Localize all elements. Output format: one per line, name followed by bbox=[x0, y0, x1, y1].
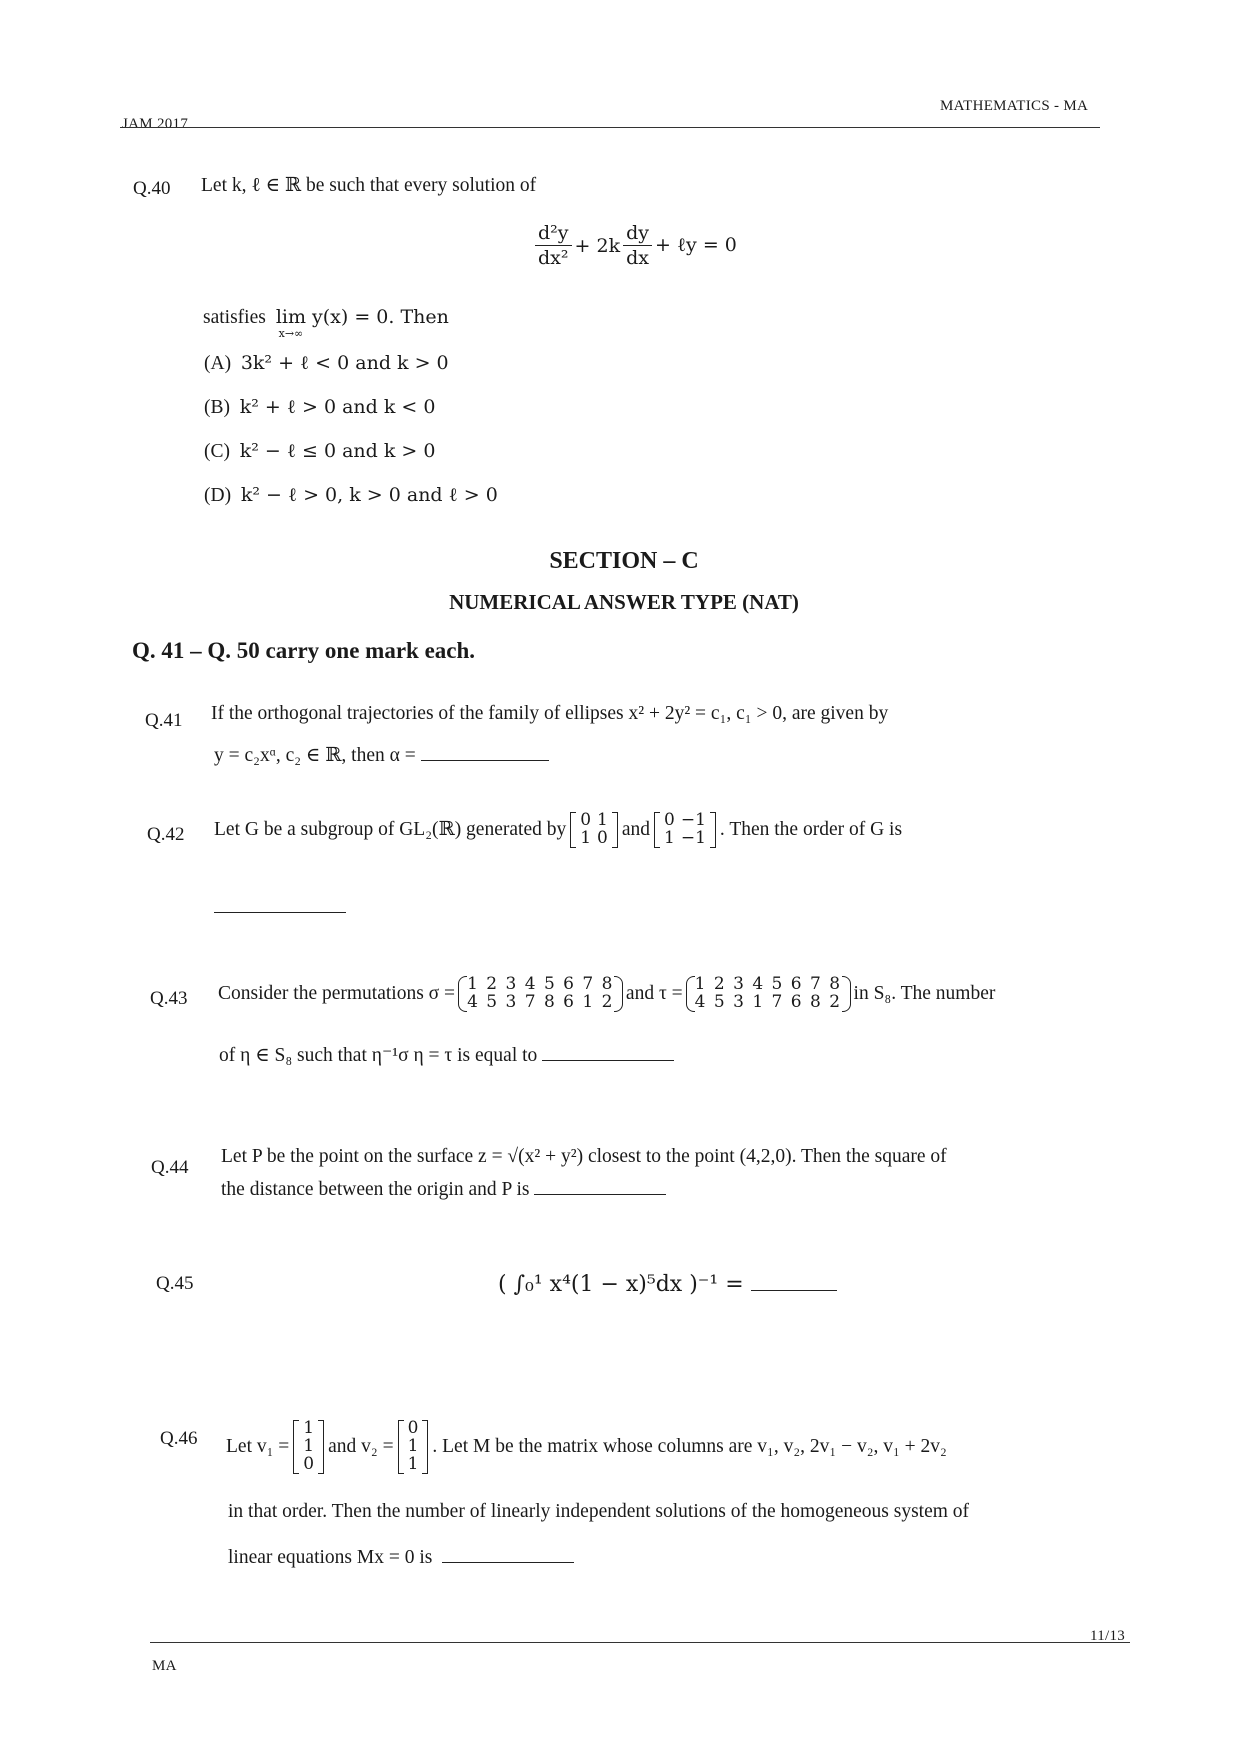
exam-label: JAM 2017 bbox=[122, 116, 189, 132]
q43-line2: of η ∈ S₈ such that η⁻¹σ η = τ is equal to bbox=[219, 1044, 674, 1067]
q46-line3: linear equations Mx = 0 is bbox=[228, 1546, 574, 1569]
q40-ode bbox=[532, 222, 737, 269]
q40-ode-end: + ℓy = 0 bbox=[654, 234, 737, 256]
section-marks: Q. 41 – Q. 50 carry one mark each. bbox=[132, 638, 476, 663]
q41-line2: y = c₂xᵅ, c₂ ∈ ℝ, then α = bbox=[214, 744, 549, 767]
q40-option-b: (B) k² + ℓ > 0 and k < 0 bbox=[204, 396, 436, 418]
q46-line2: in that order. Then the number of linearly independent solutions of the homogeneous system of bbox=[228, 1501, 970, 1522]
q40-lim: lim bbox=[275, 306, 306, 328]
q40-option-c: (C) k² − ℓ ≤ 0 and k > 0 bbox=[204, 440, 436, 462]
q43-number: Q.43 bbox=[150, 988, 188, 1009]
q42-answer-blank[interactable] bbox=[214, 900, 346, 918]
q42-text: Let G be a subgroup of GL₂(ℝ) generated by 0 1 1 0 and 0 −1 1 −1 . Then the order of G is bbox=[214, 810, 903, 848]
q43-tau: 1 2 3 4 5 6 7 8 4 5 3 1 7 6 8 2 bbox=[686, 976, 851, 1012]
q44-line1: Let P be the point on the surface z = √(x² + y²) closest to the point (4,2,0). Then the square of bbox=[221, 1146, 947, 1167]
q40-frac1-den: dx² bbox=[535, 245, 572, 269]
q41-line1: If the orthogonal trajectories of the family of ellipses x² + 2y² = c₁, c₁ > 0, are given by bbox=[211, 703, 889, 724]
q43-answer-blank[interactable] bbox=[542, 1059, 674, 1061]
q40-frac2-num: dy bbox=[626, 222, 649, 244]
q40-frac2-den: dx bbox=[623, 245, 652, 269]
q44-number: Q.44 bbox=[151, 1157, 189, 1178]
q46-number: Q.46 bbox=[160, 1428, 198, 1449]
subject-label: MATHEMATICS - MA bbox=[940, 98, 1089, 114]
q40-number: Q.40 bbox=[133, 178, 171, 199]
q45-expression: ( ∫₀¹ x⁴(1 − x)⁵dx )⁻¹ = bbox=[498, 1272, 837, 1297]
q40-options bbox=[204, 352, 498, 528]
q45-number: Q.45 bbox=[156, 1273, 194, 1294]
q40-option-d: (D) k² − ℓ > 0, k > 0 and ℓ > 0 bbox=[204, 484, 498, 506]
q42-matrix1: 0 1 1 0 bbox=[570, 812, 618, 848]
q40-satisfies: satisfies bbox=[203, 307, 266, 328]
q46-v1: 1 1 0 bbox=[293, 1420, 324, 1474]
footer-page: 11/13 bbox=[1090, 1628, 1126, 1644]
footer-rule bbox=[150, 1642, 1130, 1643]
q44-answer-blank[interactable] bbox=[534, 1193, 666, 1195]
q45-answer-blank[interactable] bbox=[751, 1289, 837, 1291]
section-subtitle: NUMERICAL ANSWER TYPE (NAT) bbox=[449, 590, 799, 614]
header-rule bbox=[120, 127, 1100, 128]
q43-sigma: 1 2 3 4 5 6 7 8 4 5 3 7 8 6 1 2 bbox=[458, 976, 623, 1012]
q40-frac1-num: d²y bbox=[538, 222, 569, 244]
q40-ode-mid: + 2k bbox=[574, 234, 621, 257]
q40-lim-sub: x→∞ bbox=[278, 326, 304, 340]
q46-answer-blank[interactable] bbox=[442, 1561, 574, 1563]
q40-lim-rest: y(x) = 0. Then bbox=[312, 306, 449, 328]
q41-number: Q.41 bbox=[145, 710, 183, 731]
q40-intro: Let k, ℓ ∈ ℝ be such that every solution of bbox=[201, 175, 537, 196]
section-title: SECTION – C bbox=[549, 548, 699, 574]
q40-option-a: (A) 3k² + ℓ < 0 and k > 0 bbox=[204, 352, 449, 374]
q44-line2: the distance between the origin and P is bbox=[221, 1178, 666, 1201]
q41-answer-blank[interactable] bbox=[421, 759, 549, 761]
q46-v2: 0 1 1 bbox=[398, 1420, 429, 1474]
q42-matrix2: 0 −1 1 −1 bbox=[654, 812, 716, 848]
q46-text: Let v₁ = 1 1 0 and v₂ = 0 1 1 . Let M be the matrix whose columns are v₁, v₂, 2v₁ − v₂, v₁ + 2v₂ bbox=[226, 1418, 947, 1474]
q40-limit bbox=[203, 306, 449, 340]
footer-code: MA bbox=[152, 1658, 177, 1674]
q42-number: Q.42 bbox=[147, 824, 185, 845]
q43-text: Consider the permutations σ = 1 2 3 4 5 6 7 8 4 5 3 7 8 6 1 2 and τ = 1 2 3 4 5 6 7 8 4 5 3 1 7 6 8 2 in S₈. The number bbox=[218, 974, 996, 1012]
